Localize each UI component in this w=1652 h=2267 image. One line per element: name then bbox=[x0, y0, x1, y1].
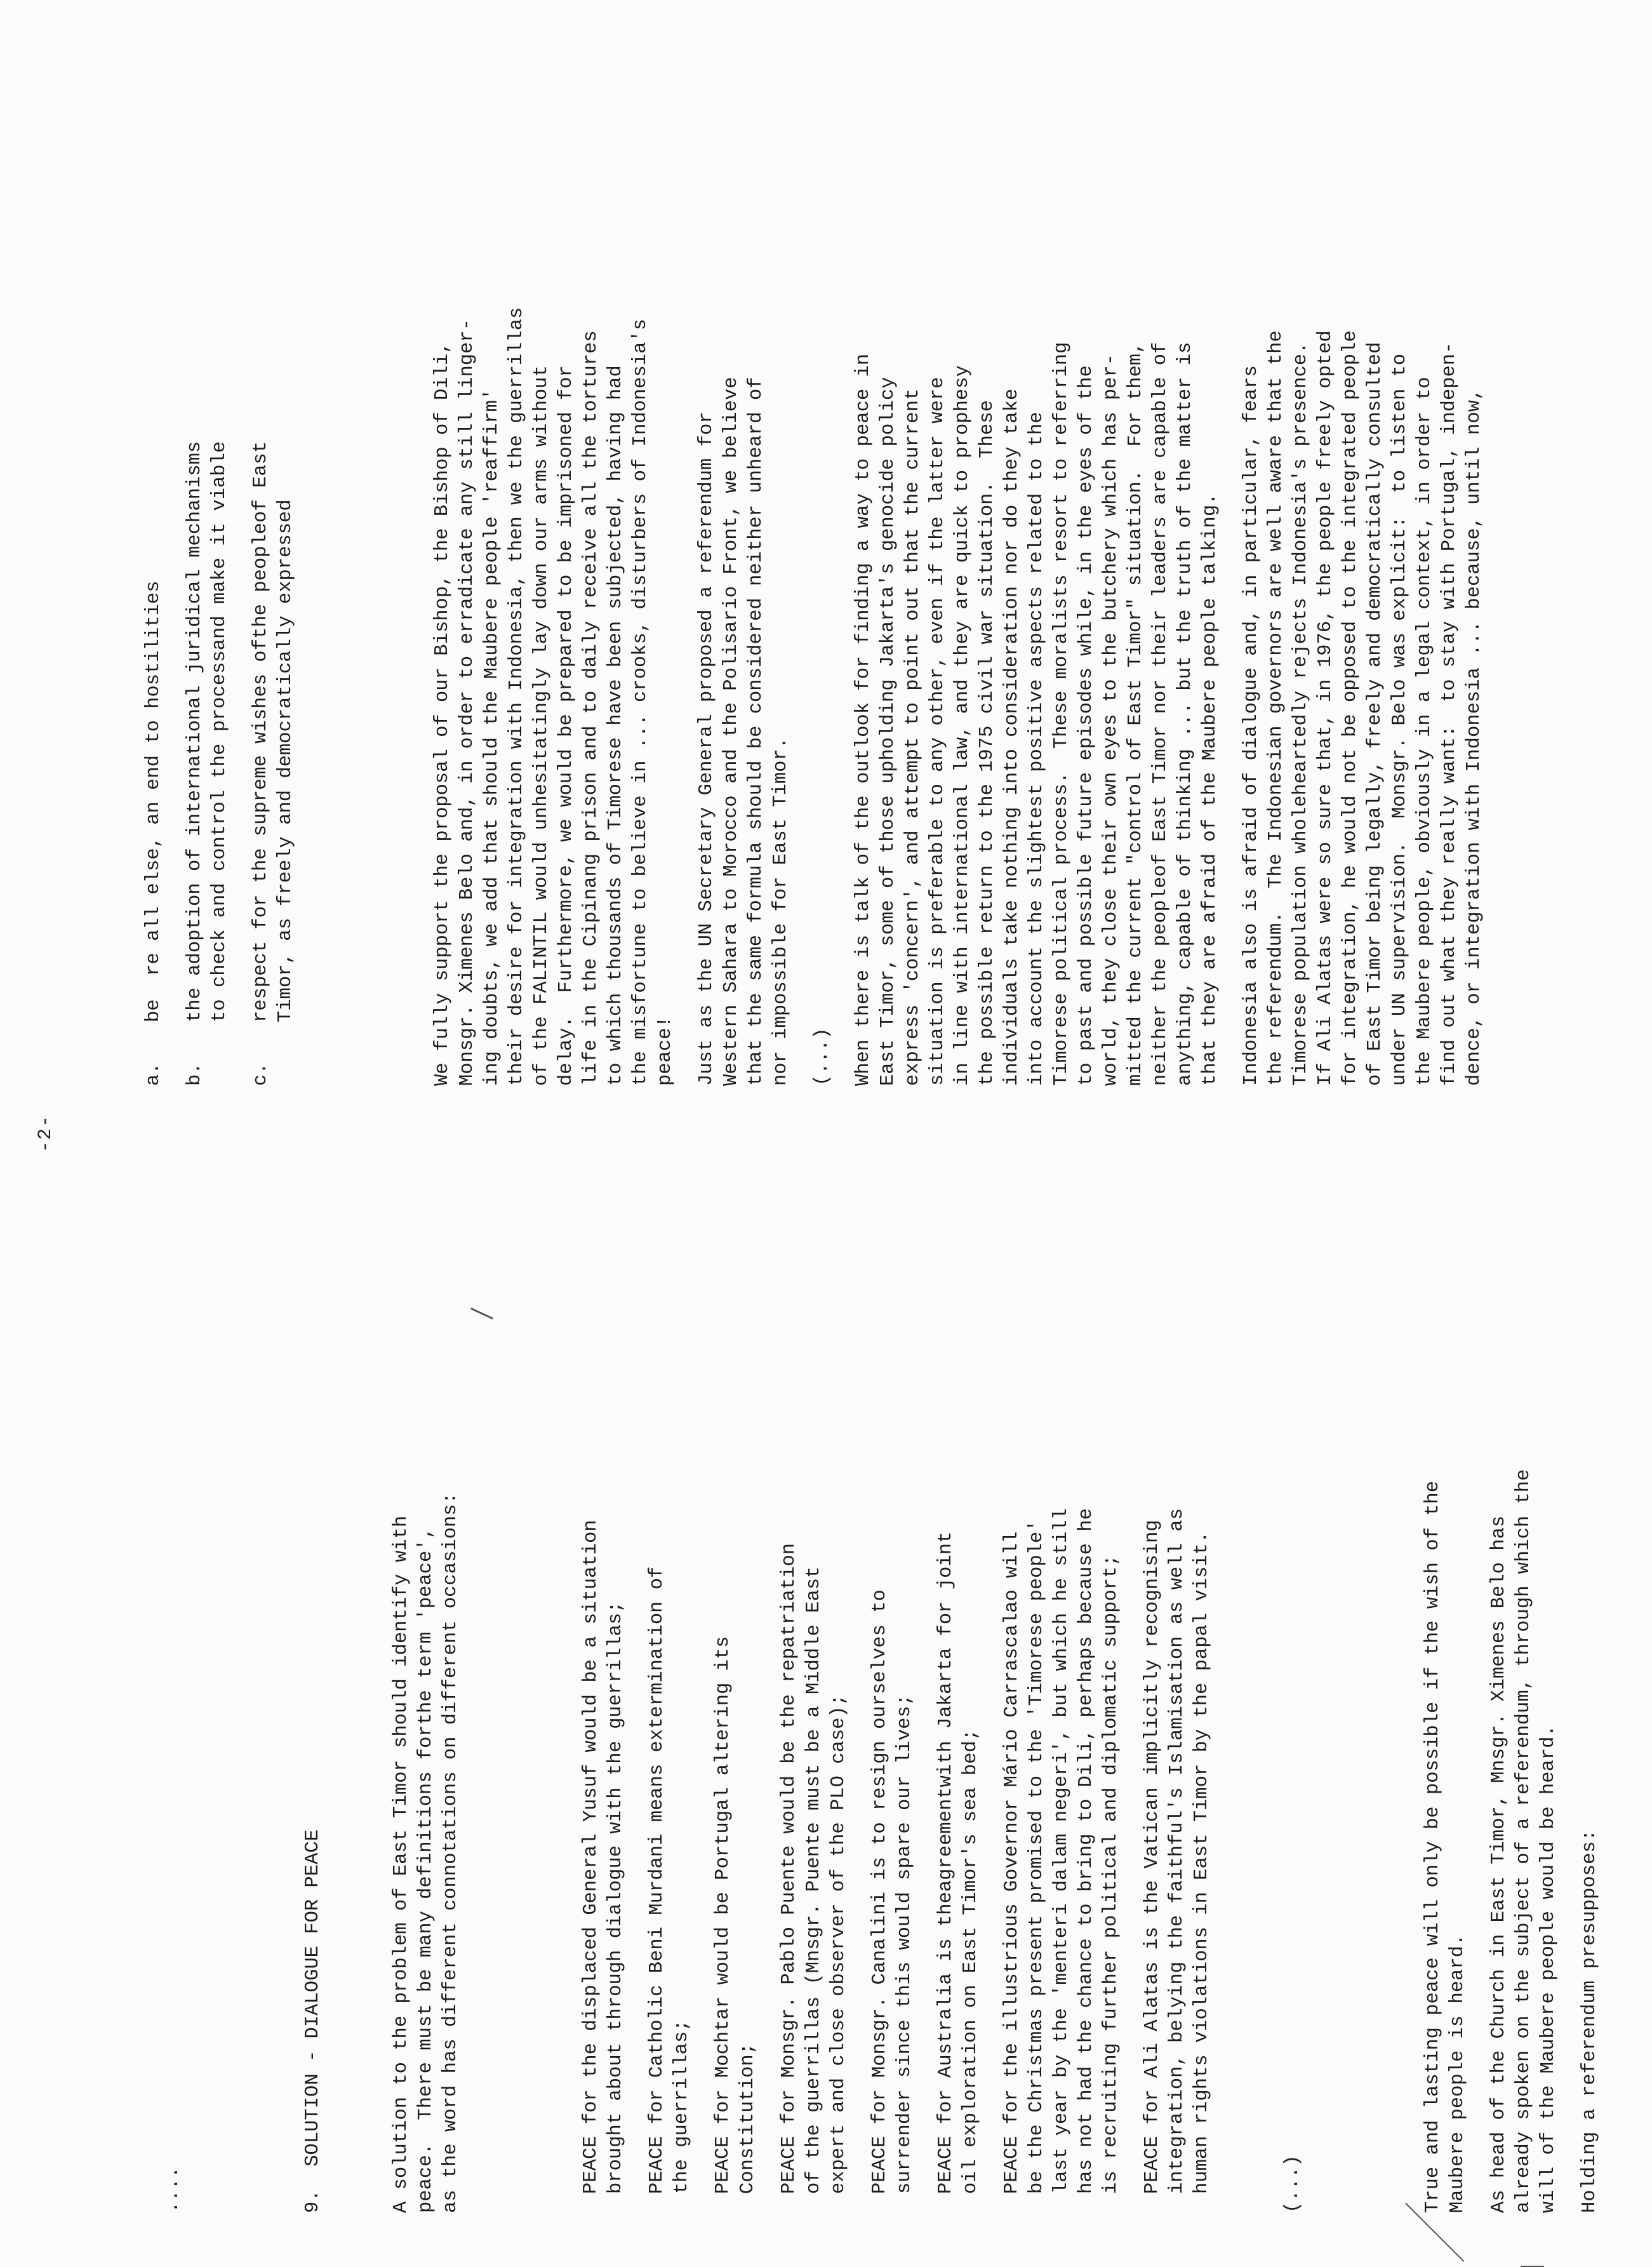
text-line: surrender since this would spare our lives; bbox=[894, 1694, 916, 2194]
body-paragraph bbox=[1239, 32, 1487, 1086]
referendum-conditions-list bbox=[142, 32, 315, 1086]
text-line: Holding a referendum presupposes: bbox=[1579, 1829, 1601, 2213]
text-line: the misfortune to believe in ... crooks, disturbers of Indonesia's bbox=[630, 319, 651, 1086]
text-line: dence, or integration with Indonesia ... because, until now, bbox=[1463, 388, 1485, 1086]
right-paragraphs bbox=[430, 32, 1487, 1086]
text-line: the guerrillas; bbox=[671, 2019, 693, 2194]
text-line: already spoken on the subject of a referendum, through which the bbox=[1513, 1469, 1535, 2213]
condition-item bbox=[142, 32, 166, 1086]
text-line: for integration, he would not be opposed to the integrated people bbox=[1340, 330, 1361, 1086]
closing-paragraphs bbox=[1421, 1197, 1602, 2213]
text-line: PEACE for the displaced General Yusuf would be a situation bbox=[580, 1520, 602, 2194]
text-line: peace! bbox=[655, 1016, 676, 1086]
text-line: delay. Furthermore, we would be prepared to be imprisoned for bbox=[556, 365, 577, 1086]
text-line: integration, belying the faithful's Islamisation as well as bbox=[1166, 1508, 1188, 2194]
closing-paragraph bbox=[1578, 1197, 1602, 2213]
peace-definition-item bbox=[1140, 1197, 1215, 2213]
closing-paragraph bbox=[1421, 1197, 1470, 2213]
body-paragraph bbox=[851, 32, 1223, 1086]
text-line: of the FALINTIL would unhesitatingly lay down our arms without bbox=[531, 365, 552, 1086]
text-line: respect for the supreme wishes ofthe peopleof East bbox=[250, 441, 272, 1022]
peace-definitions bbox=[579, 1197, 1231, 2213]
text-line: find out what they really want: to stay with Portugal, indepen- bbox=[1439, 342, 1460, 1086]
body-paragraph bbox=[430, 32, 678, 1086]
section-heading: 9. SOLUTION - DIALOGUE FOR PEACE bbox=[302, 1829, 324, 2213]
text-line: the Maubere people, obviously in a legal context, in order to bbox=[1414, 377, 1436, 1086]
text-line: nor impossible for East Timor. bbox=[770, 737, 792, 1086]
text-line: PEACE for Australia is theagreementwith Jakarta for joint bbox=[935, 1531, 957, 2194]
list-marker: b. bbox=[184, 1062, 206, 1086]
text-line: the referendum. The Indonesian governors are well aware that the bbox=[1265, 330, 1287, 1086]
text-line: neither the peopleof East Timor nor their leaders are capable of bbox=[1150, 342, 1171, 1086]
text-line: world, they close their own eyes to the butchery which has per- bbox=[1100, 353, 1122, 1086]
text-line: be the Christmas present promised to the 'Timorese people' bbox=[1026, 1520, 1048, 2194]
text-line: Maubere people is heard. bbox=[1447, 1934, 1469, 2213]
text-line: We fully support the proposal of our Bishop, the Bishop of Dili, bbox=[432, 342, 453, 1086]
text-line: PEACE for Mochtar would be Portugal altering its bbox=[712, 1636, 734, 2194]
text-line: As head of the Church in East Timor, Mnsgr. Ximenes Belo has bbox=[1488, 1515, 1510, 2213]
body-paragraph bbox=[810, 32, 835, 1086]
right-column bbox=[92, 32, 1536, 1086]
peace-definition-item bbox=[1000, 1197, 1124, 2213]
text-line: expert and close observer of the PLO case); bbox=[828, 1694, 849, 2194]
text-line: East Timor, some of those upholding Jakarta's genocide policy bbox=[877, 377, 899, 1086]
omission-marker: (...) bbox=[1282, 2155, 1303, 2213]
text-line: Timorese population wholeheartedly rejects Indonesia's presence. bbox=[1290, 342, 1312, 1086]
text-line: of the guerrillas (Mnsgr. Puente must be a Middle East bbox=[803, 1566, 825, 2194]
text-line: the adoption of international juridical mechanisms bbox=[184, 441, 206, 1022]
peace-definition-item bbox=[645, 1197, 695, 2213]
text-line: to which thousands of Timorese have been subjected, having had bbox=[605, 365, 627, 1086]
peace-definition-item bbox=[777, 1197, 851, 2213]
text-line: anything, capable of thinking ... but the truth of the matter is bbox=[1175, 342, 1196, 1086]
text-line: mitted the current "control of East Timor" situation. For them, bbox=[1125, 342, 1147, 1086]
text-line: PEACE for Monsgr. Pablo Puente would be the repatriation bbox=[778, 1543, 800, 2194]
text-line: in line with international law, and they are quick to prophesy bbox=[952, 365, 973, 1086]
text-line: A solution to the problem of East Timor should identify with bbox=[390, 1515, 412, 2213]
text-line: brought about through dialogue with the guerrillas; bbox=[605, 1601, 627, 2194]
text-line: of East Timor being legally, freely and democratically consulted bbox=[1364, 342, 1386, 1086]
text-line: PEACE for Catholic Beni Murdani means extermination of bbox=[646, 1566, 668, 2194]
text-line: the possible return to the 1975 civil war situation. These bbox=[976, 400, 998, 1086]
text-line: Western Sahara to Morocco and the Polisario Front, we believe bbox=[721, 377, 742, 1086]
text-line: to past and possible future episodes while, in the eyes of the bbox=[1076, 365, 1097, 1086]
text-line: is recruiting further political and diplomatic support; bbox=[1100, 1555, 1122, 2194]
text-line: their desire for integration with Indonesia, then we the guerrillas bbox=[506, 307, 528, 1086]
text-line: last year by the 'menteri dalam negeri', but which he still bbox=[1051, 1508, 1072, 2194]
peace-definition-item bbox=[711, 1197, 761, 2213]
text-line: If Ali Alatas were so sure that, in 1976, the people freely opted bbox=[1315, 330, 1336, 1086]
ellipsis: .... bbox=[162, 2166, 183, 2213]
text-line: into account the slightest positive aspects related to the bbox=[1026, 411, 1048, 1086]
list-marker: c. bbox=[250, 1062, 272, 1086]
body-paragraph bbox=[695, 32, 794, 1086]
text-line: Constitution; bbox=[737, 2043, 759, 2194]
condition-item bbox=[183, 32, 232, 1086]
text-line: human rights violations in East Timor by the papal visit. bbox=[1191, 1531, 1213, 2194]
text-line: to check and control the processand make it viable bbox=[209, 441, 230, 1022]
text-line: True and lasting peace will only be possible if the wish of the bbox=[1422, 1480, 1444, 2213]
peace-definition-item bbox=[579, 1197, 629, 2213]
text-line: Timorese political process. These moralists resort to referring bbox=[1051, 342, 1072, 1086]
text-line: PEACE for the illustrious Governor Mário Carrascalao will bbox=[1001, 1531, 1023, 2194]
text-line: will of the Maubere people would be heard. bbox=[1538, 1725, 1559, 2213]
closing-paragraph bbox=[1487, 1197, 1561, 2213]
text-line: under UN supervision. Monsgr. Belo was explicit: to listen to bbox=[1389, 353, 1411, 1086]
text-line: ing doubts, we add that should the Maubere people 'reaffirm' bbox=[481, 388, 503, 1086]
list-marker: a. bbox=[143, 1062, 164, 1086]
text-line: oil exploration on East Timor's sea bed; bbox=[960, 1729, 982, 2194]
text-line: PEACE for Monsgr. Canalini is to resign ourselves to bbox=[869, 1589, 891, 2194]
text-line: express 'concern', and attempt to point out that the current bbox=[902, 388, 924, 1086]
text-line: as the word has different connotations on different occasions: bbox=[440, 1492, 462, 2213]
text-line: Timor, as freely and democratically expressed bbox=[275, 499, 296, 1022]
condition-item bbox=[249, 32, 298, 1086]
text-line: When there is talk of the outlook for finding a way to peace in bbox=[853, 353, 874, 1086]
text-line: that the same formula should be considered neither unheard of bbox=[745, 377, 767, 1086]
text-line: Monsgr. Ximenes Belo and, in order to erradicate any still linger- bbox=[456, 319, 478, 1086]
peace-definition-item bbox=[934, 1197, 983, 2213]
page-number: -2- bbox=[35, 1114, 57, 1153]
text-line: be re all else, an end to hostilities bbox=[143, 580, 164, 1022]
text-line: life in the Cipinang prison and to daily receive all the tortures bbox=[580, 330, 602, 1086]
text-line: situation is preferable to any other, even if the latter were bbox=[927, 377, 949, 1086]
text-line: peace. There must be many definitions forthe term 'peace', bbox=[415, 1527, 437, 2213]
left-column bbox=[111, 1197, 1652, 2213]
peace-definition-item bbox=[868, 1197, 917, 2213]
intro-paragraph bbox=[389, 1197, 463, 2213]
text-line: Indonesia also is afraid of dialogue and, in particular, fears bbox=[1241, 365, 1262, 1086]
text-line: has not had the chance to bring to Dili, perhaps because he bbox=[1076, 1508, 1097, 2194]
text-line: PEACE for Ali Alatas is the Vatican implicitly recognising bbox=[1142, 1520, 1163, 2194]
text-line: individuals take nothing into consideration nor do they take bbox=[1001, 388, 1023, 1086]
text-line: Just as the UN Secretary General proposed a referendum for bbox=[696, 411, 717, 1086]
text-line: (...) bbox=[811, 1027, 833, 1086]
text-line: that they are afraid of the Maubere people talking. bbox=[1199, 493, 1221, 1086]
